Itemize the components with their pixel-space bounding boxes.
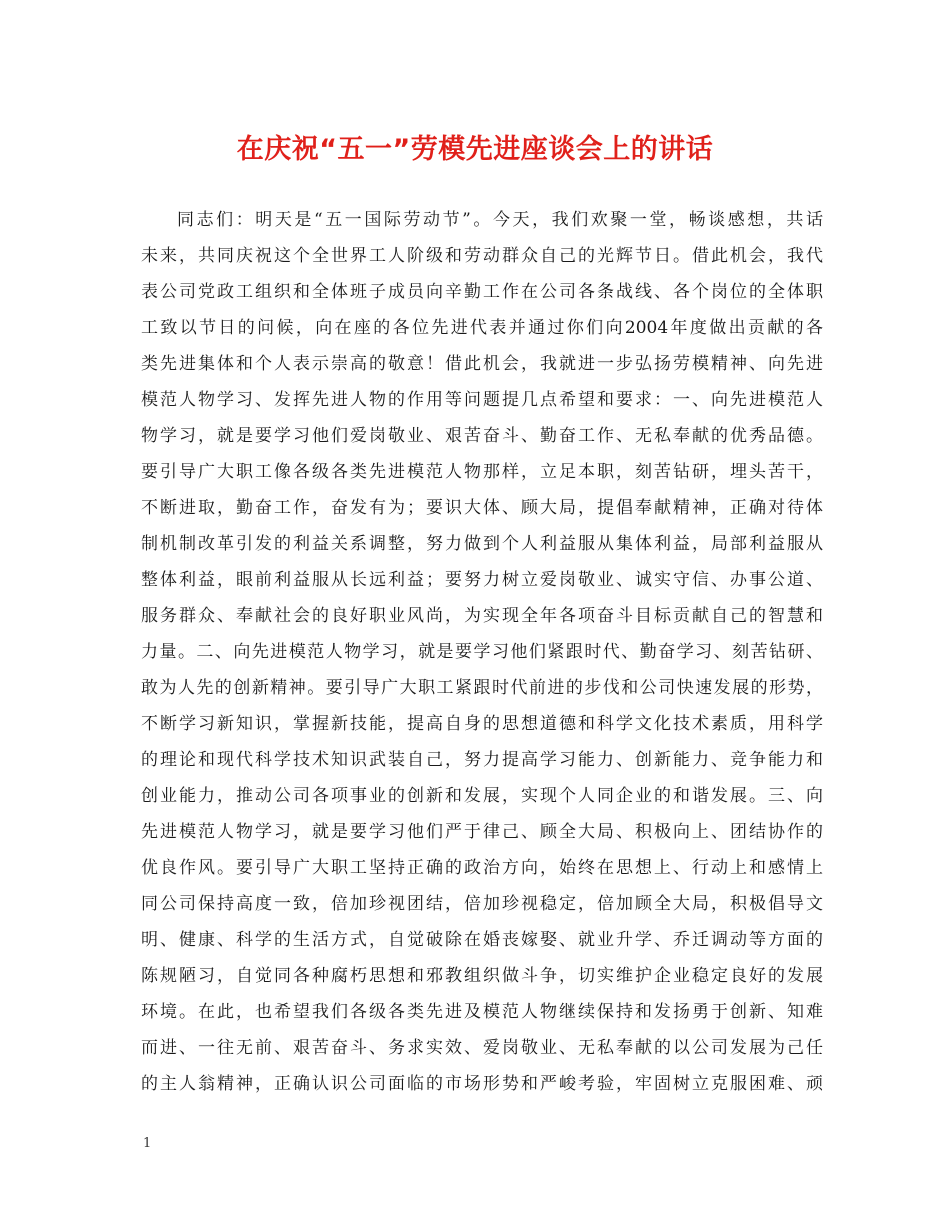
text-line: 模范人物学习、发挥先进人物的作用等问题提几点希望和要求：一、向先进模范人 xyxy=(141,390,823,410)
text-line: 优良作风。要引导广大职工坚持正确的政治方向，始终在思想上、行动上和感情上 xyxy=(141,858,823,878)
text-line: 的理论和现代科学技术知识武装自己，努力提高学习能力、创新能力、竞争能力和 xyxy=(141,750,823,770)
text-line: 要引导广大职工像各级各类先进模范人物那样，立足本职，刻苦钻研，埋头苦干， xyxy=(141,462,823,482)
text-line: 工致以节日的问候，向在座的各位先进代表并通过你们向2004年度做出贡献的各 xyxy=(141,318,823,338)
text-line: 服务群众、奉献社会的良好职业风尚，为实现全年各项奋斗目标贡献自己的智慧和 xyxy=(141,606,823,626)
text-line: 力量。二、向先进模范人物学习，就是要学习他们紧跟时代、勤奋学习、刻苦钻研、 xyxy=(141,642,823,662)
text-line: 不断进取，勤奋工作，奋发有为；要识大体、顾大局，提倡奉献精神，正确对待体 xyxy=(141,498,823,518)
text-line: 陈规陋习，自觉同各种腐朽思想和邪教组织做斗争，切实维护企业稳定良好的发展 xyxy=(141,966,823,986)
text-line: 创业能力，推动公司各项事业的创新和发展，实现个人同企业的和谐发展。三、向 xyxy=(141,786,823,806)
text-line: 环境。在此，也希望我们各级各类先进及模范人物继续保持和发扬勇于创新、知难 xyxy=(141,1002,823,1022)
text-line: 先进模范人物学习，就是要学习他们严于律己、顾全大局、积极向上、团结协作的 xyxy=(141,822,823,842)
text-line: 未来，共同庆祝这个全世界工人阶级和劳动群众自己的光辉节日。借此机会，我代 xyxy=(141,246,823,266)
text-line: 的主人翁精神，正确认识公司面临的市场形势和严峻考验，牢固树立克服困难、顽 xyxy=(141,1074,823,1094)
speech-body xyxy=(141,202,823,1102)
document-title: 在庆祝“五一”劳模先进座谈会上的讲话 xyxy=(236,134,714,165)
text-line: 表公司党政工组织和全体班子成员向辛勤工作在公司各条战线、各个岗位的全体职 xyxy=(141,282,823,302)
page-number: 1 xyxy=(143,1136,152,1151)
text-line: 整体利益，眼前利益服从长远利益；要努力树立爱岗敬业、诚实守信、办事公道、 xyxy=(141,570,823,590)
text-line: 敢为人先的创新精神。要引导广大职工紧跟时代前进的步伐和公司快速发展的形势， xyxy=(141,678,823,698)
text-line: 制机制改革引发的利益关系调整，努力做到个人利益服从集体利益，局部利益服从 xyxy=(141,534,823,554)
text-line: 而进、一往无前、艰苦奋斗、务求实效、爱岗敬业、无私奉献的以公司发展为己任 xyxy=(141,1038,823,1058)
text-line: 不断学习新知识，掌握新技能，提高自身的思想道德和科学文化技术素质，用科学 xyxy=(141,714,823,734)
text-line: 物学习，就是要学习他们爱岗敬业、艰苦奋斗、勤奋工作、无私奉献的优秀品德。 xyxy=(141,426,823,446)
text-line: 同志们：明天是“五一国际劳动节”。今天，我们欢聚一堂，畅谈感想，共话 xyxy=(177,210,823,230)
text-line: 同公司保持高度一致，倍加珍视团结，倍加珍视稳定，倍加顾全大局，积极倡导文 xyxy=(141,894,823,914)
text-line: 类先进集体和个人表示崇高的敬意！借此机会，我就进一步弘扬劳模精神、向先进 xyxy=(141,354,823,374)
text-line: 明、健康、科学的生活方式，自觉破除在婚丧嫁娶、就业升学、乔迁调动等方面的 xyxy=(141,930,823,950)
